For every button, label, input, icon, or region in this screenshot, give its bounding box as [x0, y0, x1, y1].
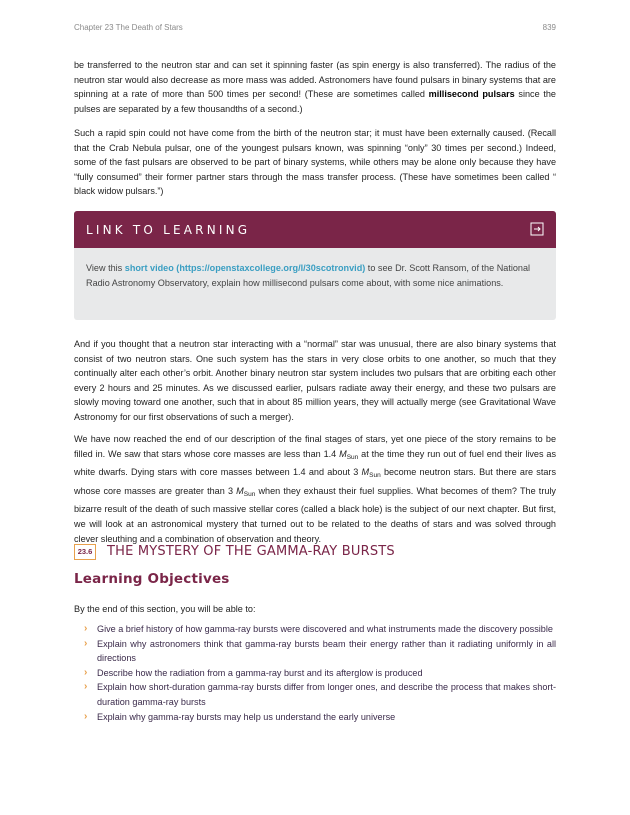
link-to-learning-post: to see Dr. Scott Ransom, of the National Radio Astronomy Observatory, explain how millisecond pulsars come about, with some nice animations.: [86, 263, 531, 288]
paragraph-text: We have now reached the end of our description of the final stages of stars, yet one piece of the story remains to be filled in. We saw that stars whose core masses are less than 1.4: [74, 434, 556, 459]
objective-text: Explain how short-duration gamma-ray bursts differ from longer ones, and describe the process that makes short-duration gamma-ray bursts: [97, 682, 556, 707]
chevron-right-icon: ›: [84, 681, 88, 693]
sun-subscript: Sun: [346, 453, 359, 461]
paragraph-text: at the time they run out of fuel end their lives as white dwarfs. Dying stars with core masses between 1.4 and about 3: [74, 448, 556, 478]
paragraph-text: be transferred to the neutron star and can set it spinning faster (as spin energy is also transferred). The radius of the neutron star would also decrease as more mass was added. Astronomers have found pulsars in binary systems that are spinning at a rate of more than 500 times per second! (These are sometimes called: [74, 60, 556, 100]
objective-text: Explain why astronomers think that gamma-ray bursts beam their energy rather than it radiating uniformly in all directions: [97, 638, 556, 664]
objective-text: Explain why gamma-ray bursts may help us understand the early universe: [97, 711, 396, 722]
video-link[interactable]: short video (https://openstaxcollege.org/l/30scotronvid): [124, 263, 366, 273]
paragraph-text: since the pulses are separated by a few thousandths of a second.): [74, 89, 556, 114]
link-to-learning-box: [74, 211, 556, 320]
section-title: THE MYSTERY OF THE GAMMA-RAY BURSTS: [107, 544, 395, 559]
chevron-right-icon: ›: [84, 637, 88, 649]
paragraph-4: [74, 432, 556, 546]
objective-text: Give a brief history of how gamma-ray bursts were discovered and what instruments made the discovery possible: [97, 624, 553, 634]
paragraph-text: when they exhaust their fuel supplies. What becomes of them? The truly bizarre result of the death of such massive stellar cores (called a black hole) is the subject of our next chapter. But first, we will look at an astronomical mystery that turned out to be related to the deaths of stars and was solved through clever sleuthing and a combination of observation and theory.: [74, 485, 556, 544]
list-item: [74, 666, 556, 681]
list-item: [74, 622, 556, 637]
link-to-learning-title: LINK TO LEARNING: [86, 223, 251, 237]
chapter-title: Chapter 23 The Death of Stars: [74, 23, 183, 32]
link-to-learning-pre: View this: [86, 263, 125, 273]
list-item: [74, 680, 556, 709]
paragraph-text: become neutron stars. But there are stars whose core masses are greater than 3: [74, 467, 557, 496]
paragraph-3: [74, 337, 556, 425]
sun-subscript: Sun: [369, 472, 381, 480]
chevron-right-icon: ›: [84, 666, 88, 678]
paragraph-text: And if you thought that a neutron star interacting with a “normal” star was unusual, there are also binary systems that consist of two neutron stars. One such system has the stars in very close orbits to one another, so much that they continually alter each other’s orbit. Another binary neutron star system includes two pulsars that are orbiting each other every 2 hours and 25 minutes. As we discussed earlier, pulsars radiate away their energy, and these two pulsars are slowly moving toward one another, such that in about 85 million years, they will actually merge (see Gravitational Wave Astronomy for our first observations of such a merger).: [74, 339, 556, 422]
mass-symbol: M: [339, 448, 347, 459]
external-link-icon[interactable]: [530, 222, 544, 236]
paragraph-2: [74, 126, 556, 199]
link-to-learning-header: [74, 211, 556, 248]
mass-symbol: M: [236, 485, 244, 496]
list-item: [74, 710, 556, 725]
learning-objectives-list: [74, 622, 556, 724]
paragraph-text: Such a rapid spin could not have come from the birth of the neutron star; it must have been externally caused. (Recall that the Crab Nebula pulsar, one of the youngest pulsars known, was spinning “only” 30 times per second.) Indeed, some of the fast pulsars are observed to be part of binary systems, while others may be alone only because they have “fully consumed” their former partner stars through the mass transfer process. (These have sometimes been called “ black widow pulsars.”): [74, 128, 556, 197]
paragraph-1: [74, 58, 556, 116]
objective-text: Describe how the radiation from a gamma-ray burst and its afterglow is produced: [97, 667, 423, 678]
learning-objectives-intro: [74, 602, 556, 617]
section-heading: [74, 543, 556, 563]
section-number: 23.6: [74, 544, 96, 560]
learning-objectives-heading: Learning Objectives: [74, 571, 230, 587]
page-number: 839: [542, 23, 556, 32]
mass-symbol: M: [361, 467, 370, 478]
chevron-right-icon: ›: [84, 710, 88, 722]
link-to-learning-text: [86, 261, 538, 290]
sun-subscript: Sun: [243, 490, 256, 498]
chevron-right-icon: ›: [84, 623, 88, 634]
key-term: millisecond pulsars: [428, 89, 515, 100]
list-item: [74, 637, 556, 666]
running-header: [74, 23, 556, 37]
intro-text: By the end of this section, you will be able to:: [74, 604, 256, 614]
